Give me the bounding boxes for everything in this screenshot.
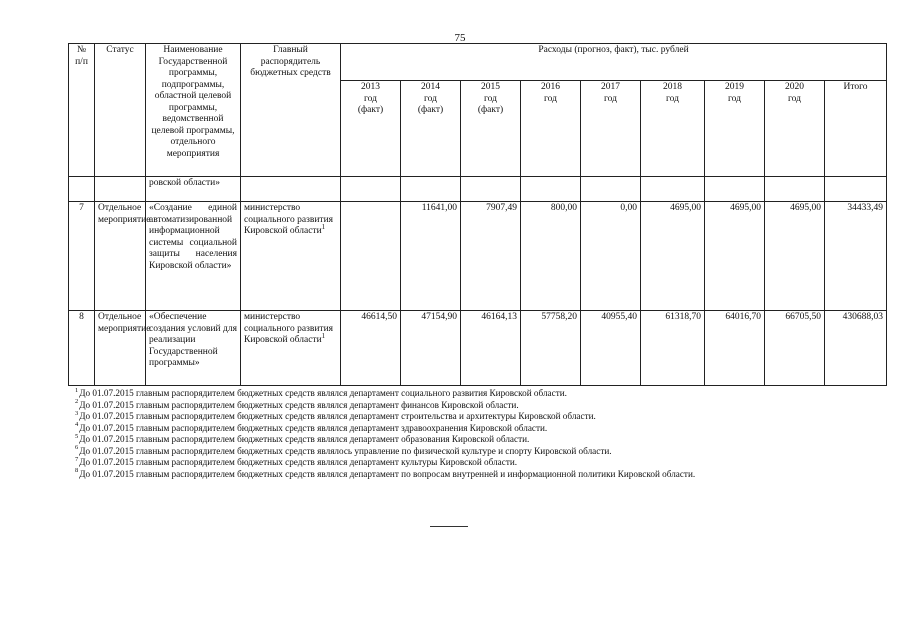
header-year: 2013 год (факт) (341, 81, 401, 177)
row-value: 4695,00 (641, 202, 705, 311)
footnote: $^3$До 01.07.2015 главным распорядителем бюджетных средств являлся департамент строительства и архитектуры Кировской области. (75, 409, 596, 421)
row-value: 11641,00 (401, 202, 461, 311)
header-expenses: Расходы (прогноз, факт), тыс. рублей (341, 44, 887, 81)
footnote: $^8$До 01.07.2015 главным распорядителем бюджетных средств являлся департамент по вопросам внутренней и информационной политики Кировской области. (75, 467, 696, 479)
footnote: $^5$До 01.07.2015 главным распорядителем бюджетных средств являлся департамент образования Кировской области. (75, 432, 530, 444)
continuation-row (69, 177, 887, 202)
row-manager: министерство социального развития Кировской области$^1$ (241, 202, 341, 311)
row-total: 34433,49 (825, 202, 887, 311)
header-name: Наименование Государственной программы, подпрограммы, областной целевой программы, ведомственной целевой программы, отдельного мероприятия (146, 44, 241, 177)
row-value: 57758,20 (521, 311, 581, 386)
table-row (69, 311, 887, 386)
footnote: $^2$До 01.07.2015 главным распорядителем бюджетных средств являлся департамент финансов Кировской области. (75, 398, 519, 410)
row-num: 8 (69, 311, 95, 386)
row-value: 40955,40 (581, 311, 641, 386)
row-value: 66705,50 (765, 311, 825, 386)
header-year: 2017 год (581, 81, 641, 177)
header-total: Итого (825, 81, 887, 177)
row-value: 4695,00 (705, 202, 765, 311)
footnote: $^7$До 01.07.2015 главным распорядителем бюджетных средств являлся департамент культуры Кировской области. (75, 455, 518, 467)
header-status: Статус (95, 44, 146, 177)
footnote: $^1$До 01.07.2015 главным распорядителем бюджетных средств являлся департамент социального развития Кировской области. (75, 386, 567, 398)
row-value: 61318,70 (641, 311, 705, 386)
separator-line (430, 526, 468, 527)
row-value: 7907,49 (461, 202, 521, 311)
row-status: Отдельное мероприятие (95, 311, 146, 386)
row-name: «Обеспечение создания условий для реализации Государственной программы» (146, 311, 241, 386)
row-value: 47154,90 (401, 311, 461, 386)
header-manager: Главный распорядитель бюджетных средств (241, 44, 341, 177)
row-name: «Создание единой автоматизированной информационной системы социальной защиты населения Кировской области» (146, 202, 241, 311)
row-value: 0,00 (581, 202, 641, 311)
budget-table (68, 43, 887, 386)
table-row (69, 202, 887, 311)
header-year: 2015 год (факт) (461, 81, 521, 177)
row-value (341, 202, 401, 311)
header-year: 2018 год (641, 81, 705, 177)
row-value: 64016,70 (705, 311, 765, 386)
footnote: $^4$До 01.07.2015 главным распорядителем бюджетных средств являлся департамент здравоохранения Кировской области. (75, 421, 548, 433)
continuation-name: ровской области» (146, 177, 241, 202)
row-value: 4695,00 (765, 202, 825, 311)
header-row-1 (69, 44, 887, 81)
header-year: 2019 год (705, 81, 765, 177)
header-year: 2014 год (факт) (401, 81, 461, 177)
row-manager: министерство социального развития Кировской области$^1$ (241, 311, 341, 386)
header-num: № п/п (69, 44, 95, 177)
header-year: 2016 год (521, 81, 581, 177)
page-number: 75 (454, 32, 466, 44)
header-year: 2020 год (765, 81, 825, 177)
row-value: 46164,13 (461, 311, 521, 386)
row-total: 430688,03 (825, 311, 887, 386)
row-value: 46614,50 (341, 311, 401, 386)
row-value: 800,00 (521, 202, 581, 311)
footnotes (75, 388, 875, 480)
row-num: 7 (69, 202, 95, 311)
footnote: $^6$До 01.07.2015 главным распорядителем бюджетных средств являлось управление по физической культуре и спорту Кировской области. (75, 444, 612, 456)
row-status: Отдельное мероприятие (95, 202, 146, 311)
